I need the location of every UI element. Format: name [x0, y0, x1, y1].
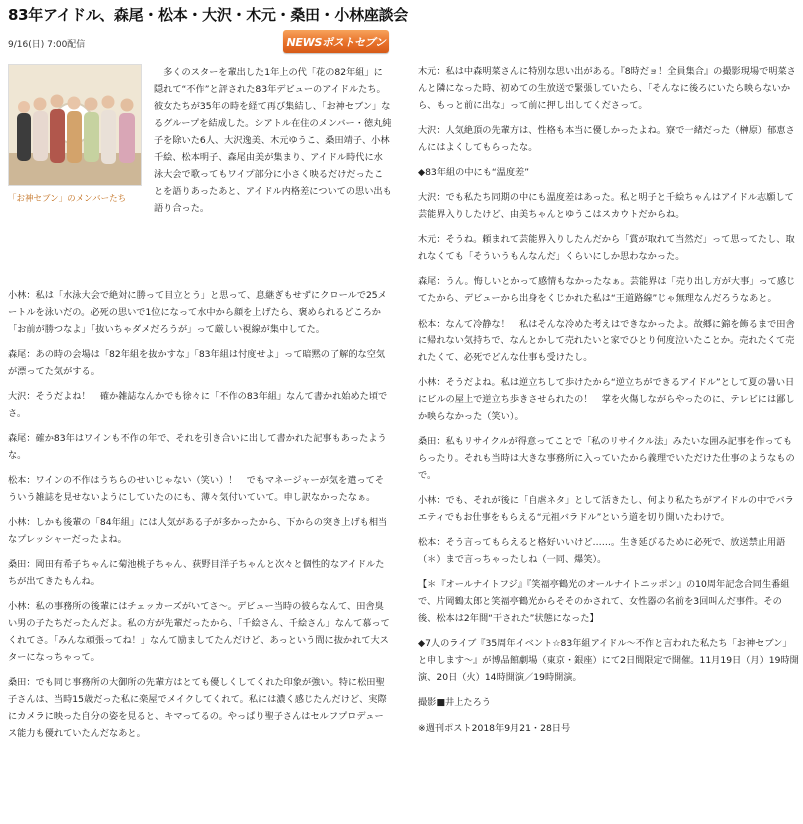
photo-credit: 撮影■井上たろう — [418, 697, 491, 709]
paragraph: 松本：そう言ってもらえると格好いいけど……。生き延びるために必死で、放送禁止用語（＊）まで言っちゃったしね（一同、爆笑）。 — [418, 537, 786, 566]
paragraph: 小林：私の事務所の後輩にはチェッカーズがいてさ～。デビュー当時の彼らなんて、田舎臭い男の子たちだったんだよ。私の方が先輩だったから、「千絵さん、千絵さん」なんて慕ってくれてさ。「みんな頑張ってね！」なんて励ましてたんだけど、あっという間に抜かれて大スターになっちゃって。 — [8, 601, 390, 663]
paragraph: 木元：そうね。頼まれて芸能界入りしたんだから「賞が取れて当然だ」って思ってたし、取れなくても「そういうもんなんだ」くらいにしか思わなかった。 — [418, 234, 795, 263]
paragraph: 森尾：あの時の会場は「82年組を抜かすな」「83年組は忖度せよ」って暗黙の了解的な空気が漂ってた気がする。 — [8, 348, 386, 377]
section-heading: ◆83年組の中にも“温度差” — [418, 166, 529, 178]
news-post-seven-logo[interactable]: NEWSポストセブン — [283, 30, 389, 53]
paragraph: 森尾：うん。悔しいとかって感情もなかったなぁ。芸能界は「売り出し方が大事」って感じてたから、デビューから出身をくじかれた私は“王道路線”じゃ無理なんだろうなあと。 — [418, 276, 796, 305]
paragraph: 松本：ワインの不作はうちらのせいじゃない（笑い）！ でもマネージャーが気を遣ってそういう雑誌を見せないようにしていたのにも、薄々気付いていて。申し訳なかったなぁ。 — [8, 475, 385, 503]
source-note: ※週刊ポスト2018年9月21・28日号 — [418, 722, 571, 734]
event-info: ◆7人のライブ『35周年イベント☆83年組アイドル～不作と言われた私たち「お神セブン」と申します～』が博品館劇場（東京・銀座）にて2日間限定で開催。11月19日（月）19時開演、20日（火）14時開演／19時開演。 — [418, 638, 799, 683]
article-intro — [8, 64, 392, 222]
photo-caption: 「お神セブン」のメンバーたち — [8, 194, 127, 204]
paragraph: 森尾：確か83年はワインも不作の年で、それを引き合いに出して書かれた記事もあったような。 — [8, 433, 387, 461]
paragraph: 小林：しかも後輩の「84年組」には人気がある子が多かったから、下からの突き上げも相当なプレッシャーだったよね。 — [8, 517, 388, 546]
paragraph: 松本：なんて冷静な！ 私はそんな冷めた考えはできなかったよ。故郷に錦を飾るまで田舎に帰れない気持ちで、なんとかして売れたいと家でひとり何度泣いたことか。売れたくて売れたくて、必死でどんな仕事も受けたし。 — [418, 318, 795, 364]
footnote: 【＊『オールナイトフジ』『笑福亭鶴光のオールナイトニッポン』の10周年記念合同生番組で、片岡鶴太郎と笑福亭鶴光からそそのかされて、女性器の名前を3回叫んだ事件。その後、松本は2年間“干された”状態になった】 — [418, 579, 790, 625]
intro-paragraph: 多くのスターを輩出した1年上の代「花の82年組」に隠れて“不作”と評された83年デビューのアイドルたち。彼女たちが35年の時を経て再び集結し、「お神セブン」なるグループを結成した。シアトル在住のメンバー・徳丸純子を除いた6人、大沢逸美、木元ゆうこ、桑田靖子、小林千絵、松本明子、森尾由美が集まり、アイドル時代に水泳大会で歌ってもワイプ部分に小さく映るだけだったことを語りあったあと、アイドル内格差についての思い出も語り合った。 — [154, 67, 392, 214]
paragraph: 桑田：でも同じ事務所の大御所の先輩方はとても優しくしてくれた印象が強い。特に松田聖子さんは、当時15歳だった私に楽屋でメイクしてくれて。私には濃く感じたんだけど、実際にカメラに映った自分の姿を見ると、キマってるの。やっぱり聖子さんはセルフプロデュース能力も優れていたんだなあと。 — [8, 677, 387, 739]
paragraph: 小林：私は「水泳大会で絶対に勝って目立とう」と思って、息継ぎもせずにクロールで25メートルを泳いだの。必死の思いで1位になって水中から顔を上げたら、褒められるどころか「お前が勝つなよ」「抜いちゃダメだろうが」って厳しい視線が集中してた。 — [8, 290, 387, 335]
left-column — [8, 288, 392, 751]
paragraph: 木元：私は中森明菜さんに特別な思い出がある。『8時だョ！全員集合』の撮影現場で明菜さんと隣になった時、初めての生放送で緊張していたら、「そんなに後ろにいたら映らないから、もっと前に出な」って前に押し出してくださって。 — [418, 66, 796, 111]
paragraph: 桑田：岡田有希子ちゃんに菊池桃子ちゃん、荻野目洋子ちゃんと次々と個性的なアイドルたちが出てきたもんね。 — [8, 559, 385, 588]
right-column — [418, 64, 800, 746]
paragraph: 小林：でも、それが後に「自虐ネタ」として活きたし、何より私たちがアイドルの中でバラエティでもお仕事をもらえる“元祖バラドル”という道を切り開いたわけで。 — [418, 495, 794, 524]
paragraph: 大沢：でも私たち同期の中にも温度差はあった。私と明子と千絵ちゃんはアイドル志願して芸能界入りしたけど、由美ちゃんとゆうこはスカウトだからね。 — [418, 192, 794, 221]
photo-float-space — [8, 64, 154, 222]
paragraph: 小林：そうだよね。私は逆立ちして歩けたから“逆立ちができるアイドル”として夏の暑い日にビルの屋上で逆立ち歩きさせられたの！ 掌を火傷しながらやったのに、テレビには鄙しか映らなかった（笑い）。 — [418, 377, 795, 423]
paragraph: 桑田：私もリサイクルが得意ってことで「私のリサイクル法」みたいな囲み記事を作ってもらったり。それも当時は大きな事務所に入っていたから義理でいただけた仕事のようなもので。 — [418, 436, 795, 481]
publish-date: 9/16(日) 7:00配信 — [8, 40, 86, 50]
paragraph: 大沢：人気絶頂の先輩方は、性格も本当に優しかったよね。寮で一緒だった（榊原）郁恵さんにはよくしてもらったな。 — [418, 124, 795, 153]
paragraph: 大沢：そうだよね！ 確か雑誌なんかでも徐々に「不作の83年組」なんて書かれ始めた頃でさ。 — [8, 390, 388, 419]
article-title: 83年アイドル、森尾・松本・大沢・木元・桑田・小林座談会 — [8, 6, 408, 24]
